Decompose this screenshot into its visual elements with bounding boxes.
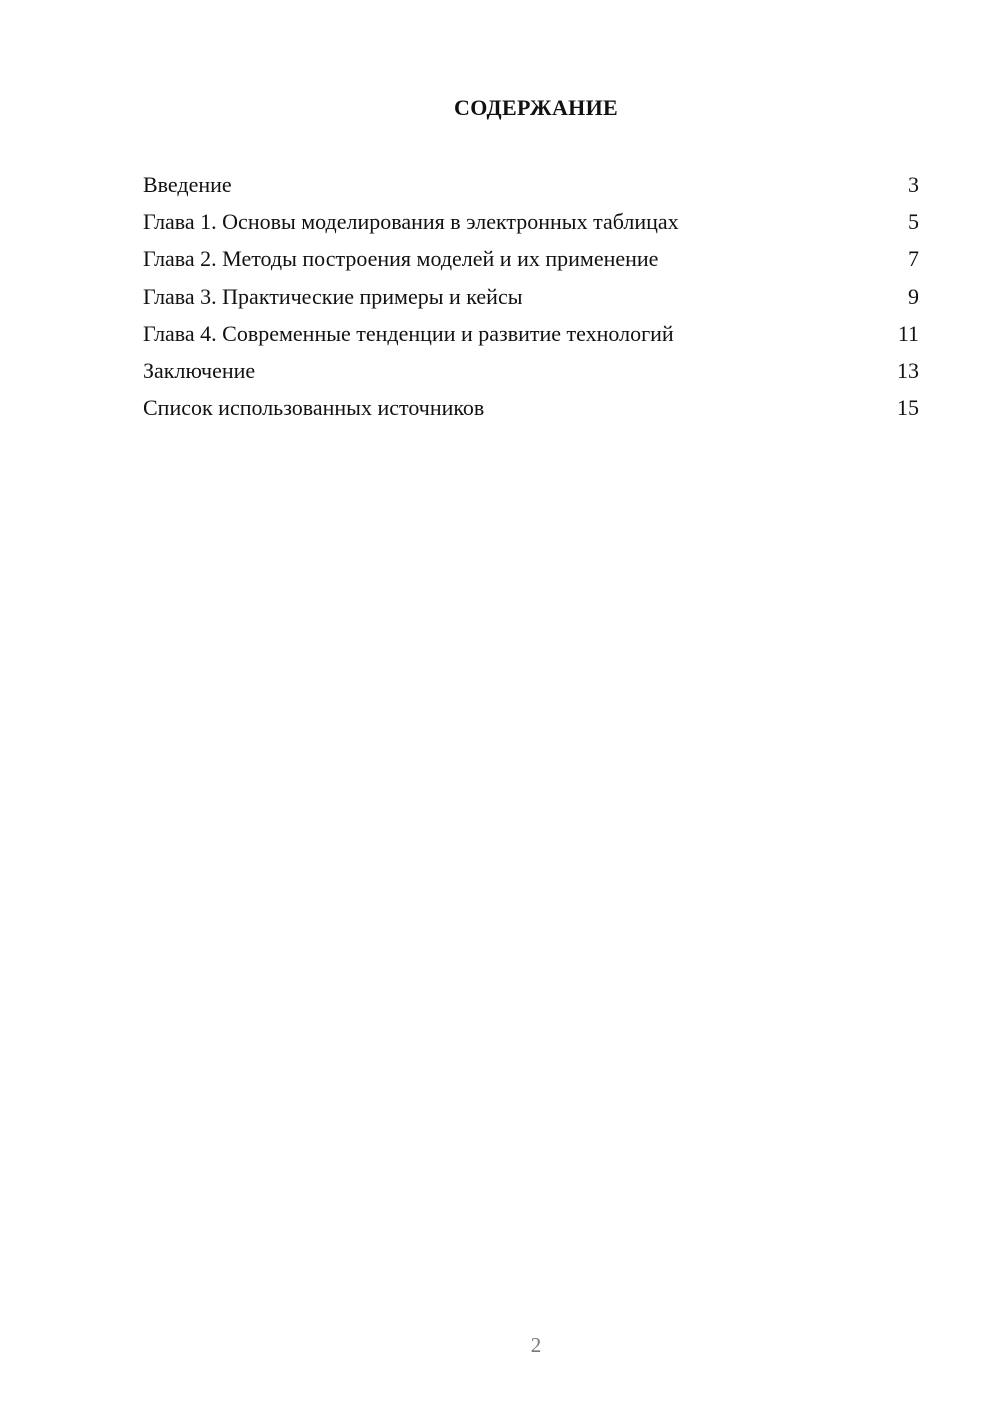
toc-entry-page: 7 bbox=[908, 246, 919, 272]
toc-entry-label: Введение bbox=[143, 172, 232, 197]
toc-entry-page: 3 bbox=[908, 172, 919, 197]
toc-entry-page: 13 bbox=[897, 357, 919, 383]
page-number: 2 bbox=[530, 1333, 542, 1357]
toc-entry-page: 9 bbox=[908, 283, 919, 309]
toc-entry-page: 15 bbox=[897, 395, 919, 421]
toc-entry-references bbox=[143, 391, 919, 428]
toc-entry-label: Глава 1. Основы моделирования в электронных таблицах bbox=[143, 209, 679, 235]
toc-entry-label: Заключение bbox=[143, 357, 256, 383]
toc-entry-label: Глава 4. Современные тенденции и развитие технологий bbox=[143, 320, 674, 346]
toc-entry-page: 5 bbox=[908, 209, 919, 235]
toc-entry-label: Глава 3. Практические примеры и кейсы bbox=[143, 283, 523, 309]
toc-entry-label: Список использованных источников bbox=[143, 395, 485, 421]
toc-entry-conclusion bbox=[143, 354, 919, 391]
toc-heading: СОДЕРЖАНИЕ bbox=[454, 95, 618, 120]
table-of-contents bbox=[143, 168, 919, 428]
toc-entry-chapter-2 bbox=[143, 242, 919, 279]
toc-entry-page: 11 bbox=[897, 320, 919, 346]
toc-entry-introduction bbox=[143, 168, 919, 205]
toc-entry-chapter-3 bbox=[143, 280, 919, 317]
toc-entry-chapter-4 bbox=[143, 317, 919, 354]
toc-entry-label: Глава 2. Методы построения моделей и их применение bbox=[143, 246, 659, 272]
toc-entry-chapter-1 bbox=[143, 205, 919, 242]
